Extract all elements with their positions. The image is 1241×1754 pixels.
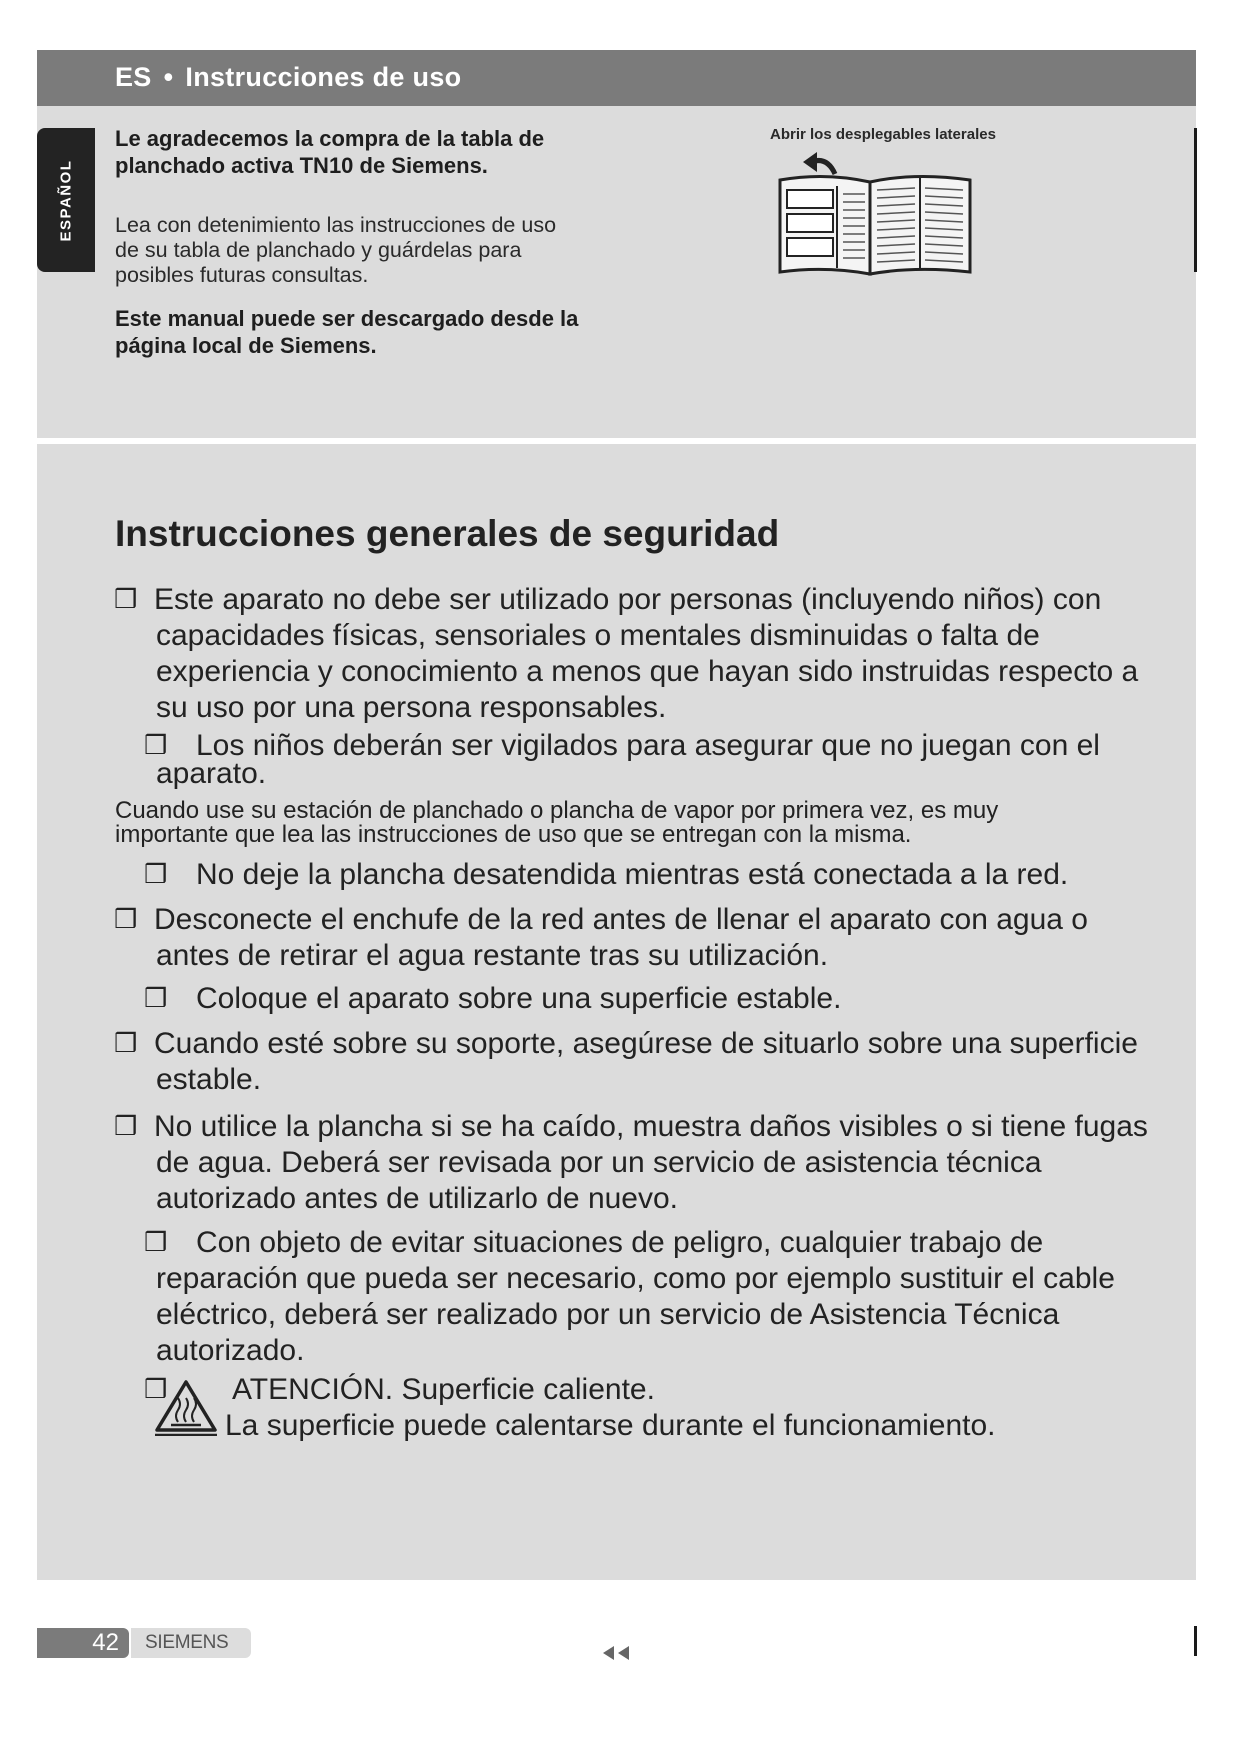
safety-item-line: No deje la plancha desatendida mientras está conectada a la red. bbox=[196, 858, 1069, 891]
checkbox-icon: ❒ bbox=[144, 1228, 168, 1258]
safety-item-line: estable. bbox=[156, 1063, 262, 1096]
warning-title: ATENCIÓN. Superficie caliente. bbox=[232, 1373, 655, 1406]
safety-item-line: aparato. bbox=[156, 757, 267, 790]
open-flaps-label: Abrir los desplegables laterales bbox=[770, 126, 996, 143]
safety-item-line: Los niños deberán ser vigilados para asegurar que no juegan con el bbox=[196, 729, 1100, 762]
intro-read-carefully: Lea con detenimiento las instrucciones de uso de su tabla de planchado y guárdelas para posibles futuras consultas. bbox=[115, 213, 557, 287]
safety-item-line: eléctrico, deberá ser realizado por un servicio de Asistencia Técnica bbox=[156, 1298, 1060, 1331]
first-use-note: importante que lea las instrucciones de uso que se entregan con la misma. bbox=[115, 821, 912, 848]
safety-item-line: Cuando esté sobre su soporte, asegúrese de situarlo sobre una superficie bbox=[154, 1027, 1138, 1060]
safety-item-line: Desconecte el enchufe de la red antes de llenar el aparato con agua o bbox=[154, 903, 1088, 936]
margin-marker bbox=[1194, 1626, 1197, 1656]
checkbox-icon: ❒ bbox=[144, 860, 168, 890]
safety-item-line: antes de retirar el agua restante tras su utilización. bbox=[156, 939, 829, 972]
checkbox-icon: ❒ bbox=[144, 1375, 168, 1405]
safety-item-line: reparación que pueda ser necesario, como por ejemplo sustituir el cable bbox=[156, 1262, 1115, 1295]
safety-item-line: No utilice la plancha si se ha caído, muestra daños visibles o si tiene fugas bbox=[154, 1110, 1148, 1143]
hot-surface-warning-icon bbox=[153, 1378, 219, 1436]
language-code: ES bbox=[115, 62, 152, 92]
safety-item-line: Este aparato no debe ser utilizado por personas (incluyendo niños) con bbox=[154, 583, 1102, 616]
safety-item-line: autorizado. bbox=[156, 1334, 305, 1367]
safety-item-line: Con objeto de evitar situaciones de peligro, cualquier trabajo de bbox=[196, 1226, 1044, 1259]
checkbox-icon: ❒ bbox=[114, 1112, 138, 1142]
checkbox-icon: ❒ bbox=[144, 984, 168, 1014]
open-book-icon bbox=[775, 150, 975, 280]
checkbox-icon: ❒ bbox=[144, 731, 168, 761]
first-use-note: Cuando use su estación de planchado o plancha de vapor por primera vez, es muy bbox=[115, 797, 999, 824]
checkbox-icon: ❒ bbox=[114, 585, 138, 615]
intro-thanks: Le agradecemos la compra de la tabla de planchado activa TN10 de Siemens. bbox=[115, 126, 545, 178]
page-number: 42 bbox=[92, 1629, 119, 1656]
checkbox-icon: ❒ bbox=[114, 905, 138, 935]
safety-item-line: experiencia y conocimiento a menos que hayan sido instruidas respecto a bbox=[156, 655, 1139, 688]
safety-item-line: capacidades físicas, sensoriales o mentales disminuidas o falta de bbox=[156, 619, 1040, 652]
margin-marker bbox=[1194, 128, 1197, 272]
header-separator: • bbox=[163, 62, 174, 92]
safety-item-line: de agua. Deberá ser revisada por un servicio de asistencia técnica bbox=[156, 1146, 1042, 1179]
intro-download: Este manual puede ser descargado desde la página local de Siemens. bbox=[115, 306, 579, 358]
language-tab-label: ESPAÑOL bbox=[57, 159, 75, 241]
header-text: Instrucciones de uso bbox=[185, 62, 462, 92]
safety-item-line: Coloque el aparato sobre una superficie estable. bbox=[196, 982, 842, 1015]
warning-text: La superficie puede calentarse durante el funcionamiento. bbox=[225, 1409, 996, 1442]
previous-page-icon[interactable] bbox=[600, 1644, 632, 1662]
brand-name: SIEMENS bbox=[145, 1632, 229, 1653]
safety-item-line: autorizado antes de utilizarlo de nuevo. bbox=[156, 1182, 679, 1215]
safety-item-line: su uso por una persona responsables. bbox=[156, 691, 667, 724]
checkbox-icon: ❒ bbox=[114, 1029, 138, 1059]
header-title bbox=[115, 62, 461, 93]
safety-title: Instrucciones generales de seguridad bbox=[115, 513, 780, 554]
